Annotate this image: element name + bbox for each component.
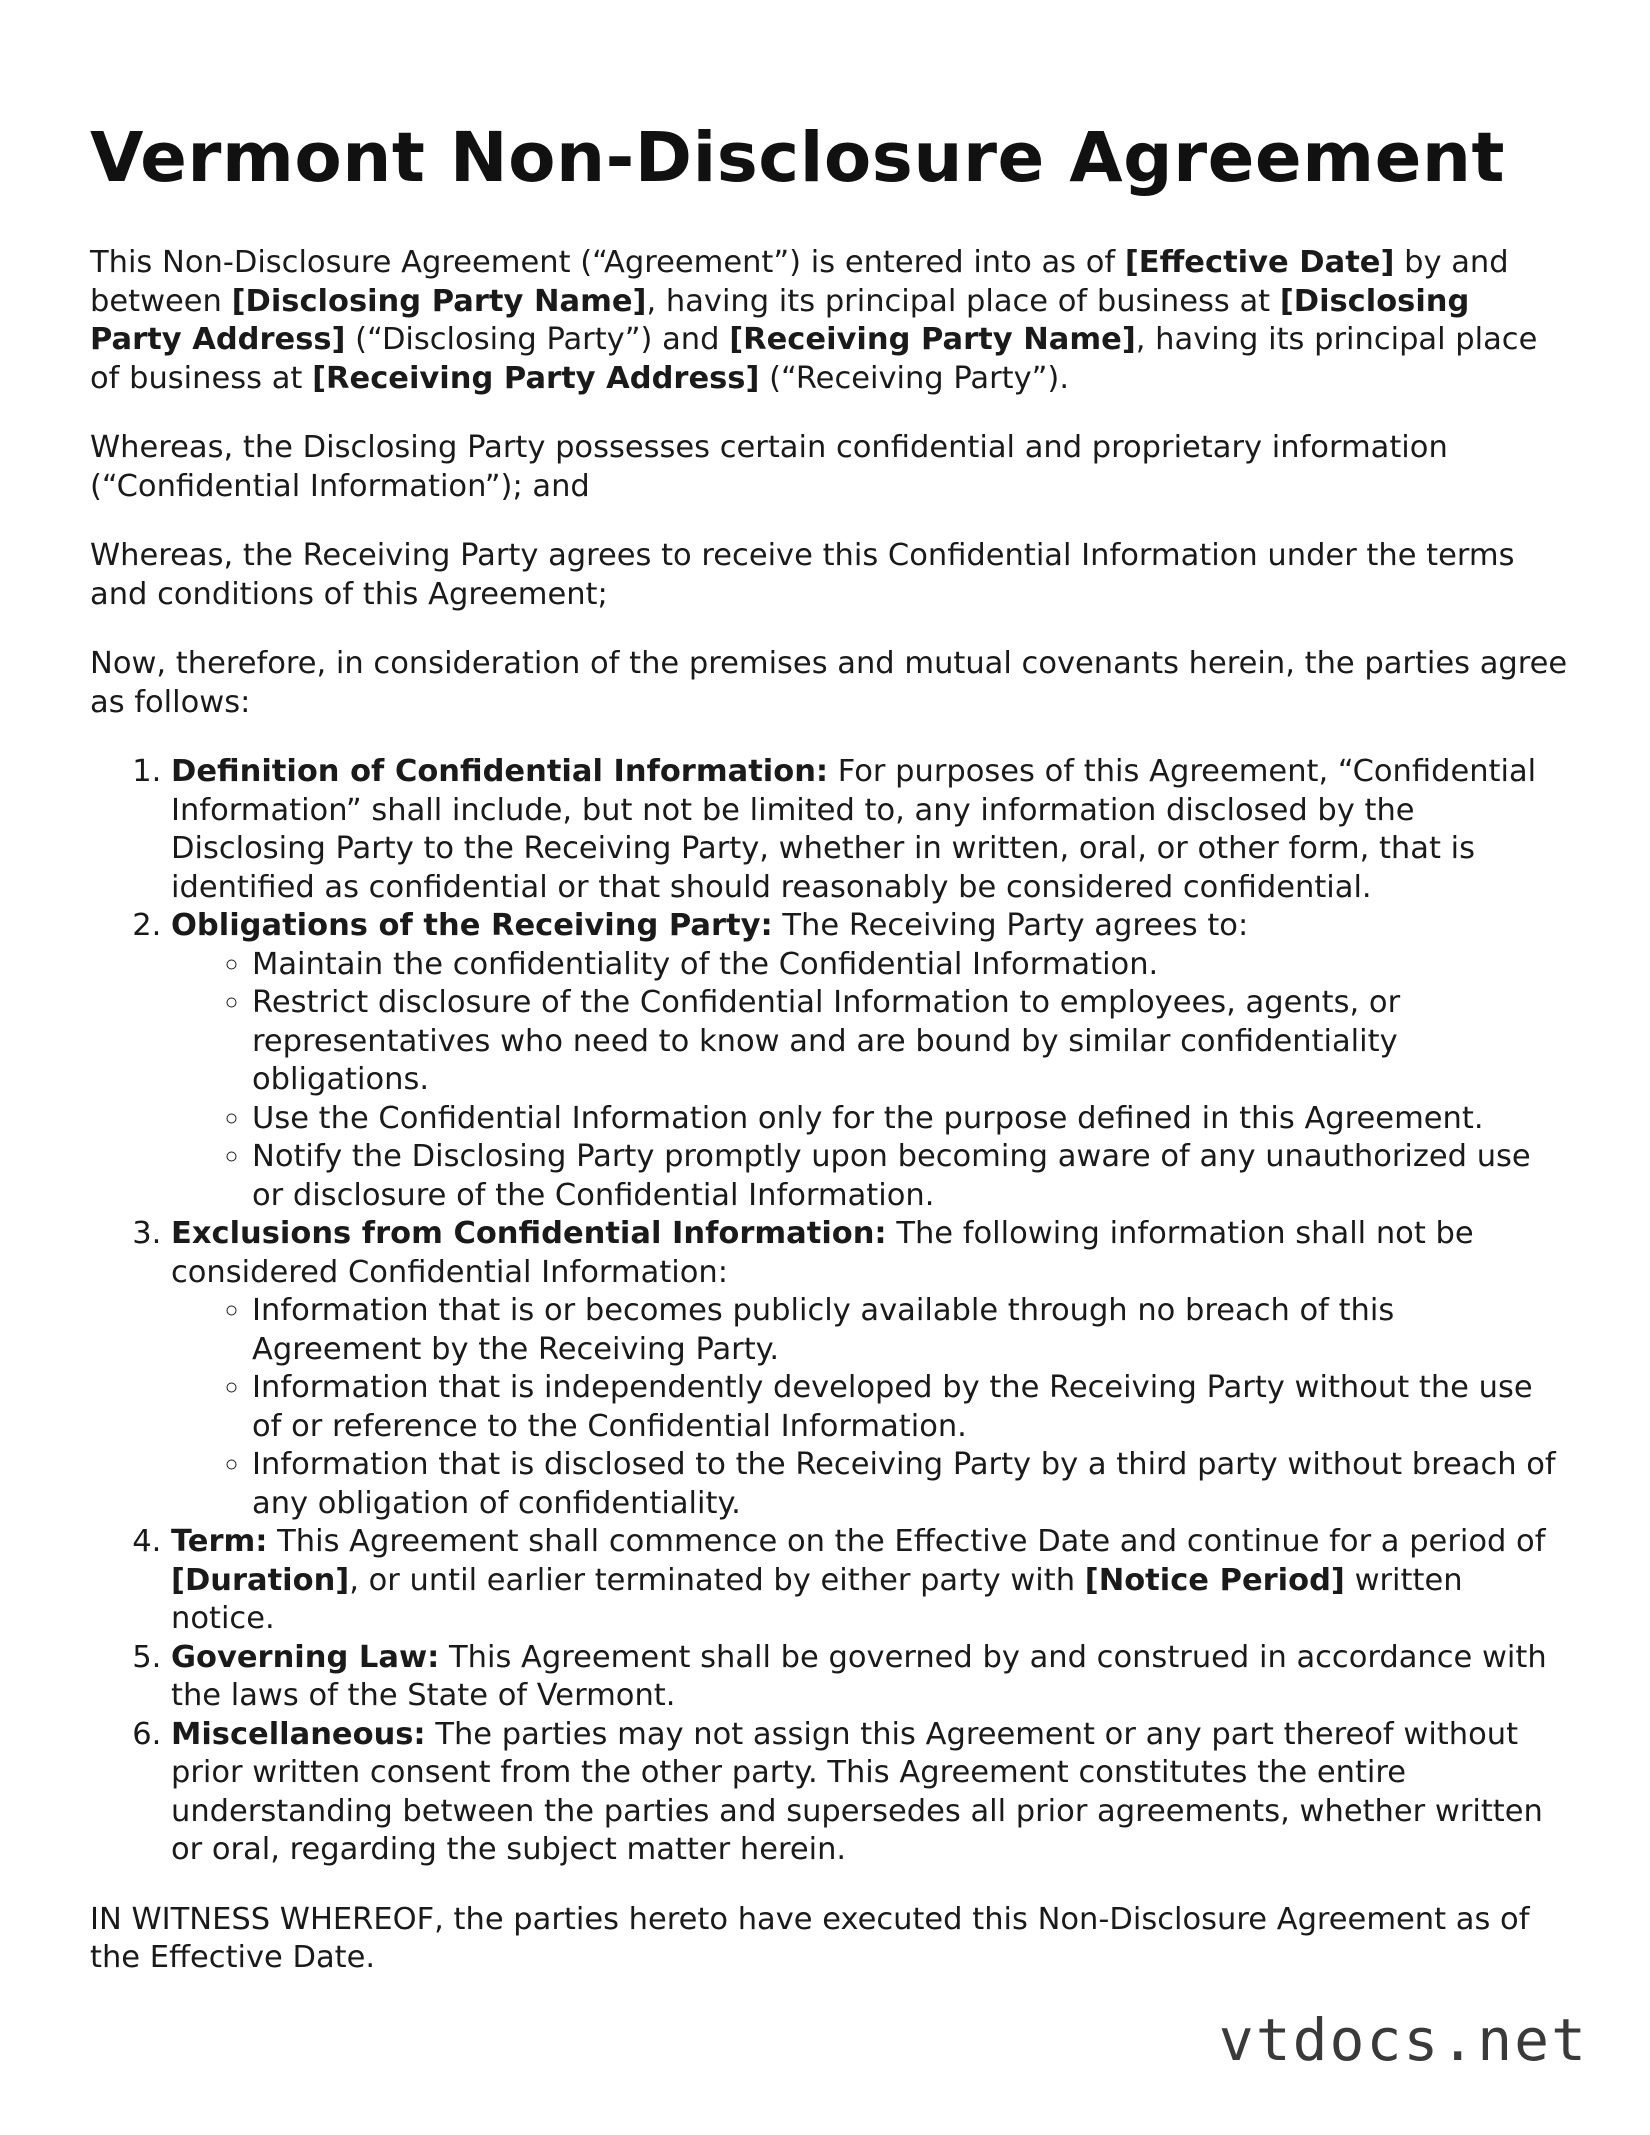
clause-text: This Agreement shall be governed by and construed in accordance with the laws of the State of Vermont.: [171, 1639, 1547, 1713]
receiving-party-name-placeholder: [Receiving Party Name]: [729, 322, 1136, 357]
intro-text: (“Disclosing Party”) and: [345, 322, 730, 357]
clause-text: This Agreement shall commence on the Effective Date and continue for a period of: [267, 1524, 1546, 1559]
clause-text: The Receiving Party agrees to:: [772, 908, 1249, 943]
watermark-logo: vtdocs.net: [1218, 2006, 1588, 2074]
receiving-party-address-placeholder: [Receiving Party Address]: [312, 360, 760, 396]
clauses-list: [90, 753, 1570, 1870]
exclusions-sublist: [171, 1292, 1570, 1523]
list-item: ◦ Information that is disclosed to the Receiving Party by a third party without breach of any obligation of confidentiality.: [252, 1446, 1570, 1523]
notice-period-placeholder: [Notice Period]: [1084, 1562, 1345, 1598]
list-item: ◦ Information that is or becomes publicly available through no breach of this Agreement by the Receiving Party.: [252, 1292, 1570, 1369]
effective-date-placeholder: [Effective Date]: [1124, 245, 1395, 280]
recital-paragraph: Whereas, the Receiving Party agrees to receive this Confidential Information under the terms and conditions of this Agreement;: [90, 538, 1515, 612]
intro-text: This Non-Disclosure Agreement (“Agreement”) is entered into as of: [90, 245, 1125, 280]
clause-text: written notice.: [171, 1562, 1463, 1636]
clause-obligations: [171, 907, 1570, 1215]
clause-text: , or until earlier terminated by either party with: [349, 1562, 1085, 1598]
clause-term: [171, 1523, 1570, 1639]
recital-paragraph: Whereas, the Disclosing Party possesses certain confidential and proprietary information (“Confidential Information”); and: [90, 430, 1448, 504]
document-page: [90, 118, 1570, 2009]
list-item: ◦ Use the Confidential Information only for the purpose defined in this Agreement.: [252, 1100, 1570, 1139]
clause-governing-law: [171, 1639, 1570, 1716]
intro-text: by and between: [90, 245, 1509, 319]
duration-placeholder: [Duration]: [171, 1562, 350, 1598]
clause-text: The parties may not assign this Agreement or any part thereof without prior written consent from the other party. This Agreement constitutes the entire understanding between the parties and supersedes all prior agreements, whether written or oral, regarding the subject matter herein.: [171, 1716, 1543, 1867]
clause-text: For purposes of this Agreement, “Confidential Information” shall include, but not be limited to, any information disclosed by the Disclosing Party to the Receiving Party, whether in written, oral, or other form, that is identified as confidential or that should reasonably be considered confidential.: [171, 754, 1537, 905]
clause-definition: [171, 753, 1570, 907]
page-title: Vermont Non-Disclosure Agreement: [90, 118, 1506, 198]
intro-paragraph: [90, 244, 1570, 398]
obligations-sublist: [171, 946, 1570, 1216]
list-item: ◦ Information that is independently developed by the Receiving Party without the use of or reference to the Confidential Information.: [252, 1369, 1570, 1446]
list-item: ◦ Maintain the confidentiality of the Confidential Information.: [252, 946, 1570, 985]
clause-heading: Definition of Confidential Information:: [171, 754, 829, 789]
clause-miscellaneous: [171, 1716, 1570, 1870]
clause-exclusions: [171, 1215, 1570, 1523]
closing-paragraph: IN WITNESS WHEREOF, the parties hereto have executed this Non-Disclosure Agreement as of the Effective Date.: [90, 1901, 1530, 1975]
clause-heading: Miscellaneous:: [171, 1716, 426, 1752]
list-item: ◦ Notify the Disclosing Party promptly upon becoming aware of any unauthorized use or disclosure of the Confidential Information.: [252, 1138, 1570, 1215]
intro-text: , having its principal place of business at: [90, 322, 1538, 396]
disclosing-party-name-placeholder: [Disclosing Party Name]: [231, 283, 647, 319]
clause-text: The following information shall not be considered Confidential Information:: [171, 1216, 1474, 1290]
clause-heading: Exclusions from Confidential Information:: [171, 1216, 887, 1251]
list-item: ◦ Restrict disclosure of the Confidential Information to employees, agents, or representatives who need to know and are bound by similar confidentiality obligations.: [252, 984, 1570, 1100]
clause-heading: Term:: [171, 1524, 268, 1559]
recital-paragraph: Now, therefore, in consideration of the premises and mutual covenants herein, the parties agree as follows:: [90, 646, 1568, 720]
clause-heading: Obligations of the Receiving Party:: [171, 908, 773, 943]
intro-text: (“Receiving Party”).: [759, 360, 1070, 396]
intro-text: , having its principal place of business at: [646, 283, 1280, 319]
disclosing-party-address-placeholder: [Disclosing Party Address]: [90, 283, 1470, 357]
clause-heading: Governing Law:: [171, 1639, 440, 1675]
